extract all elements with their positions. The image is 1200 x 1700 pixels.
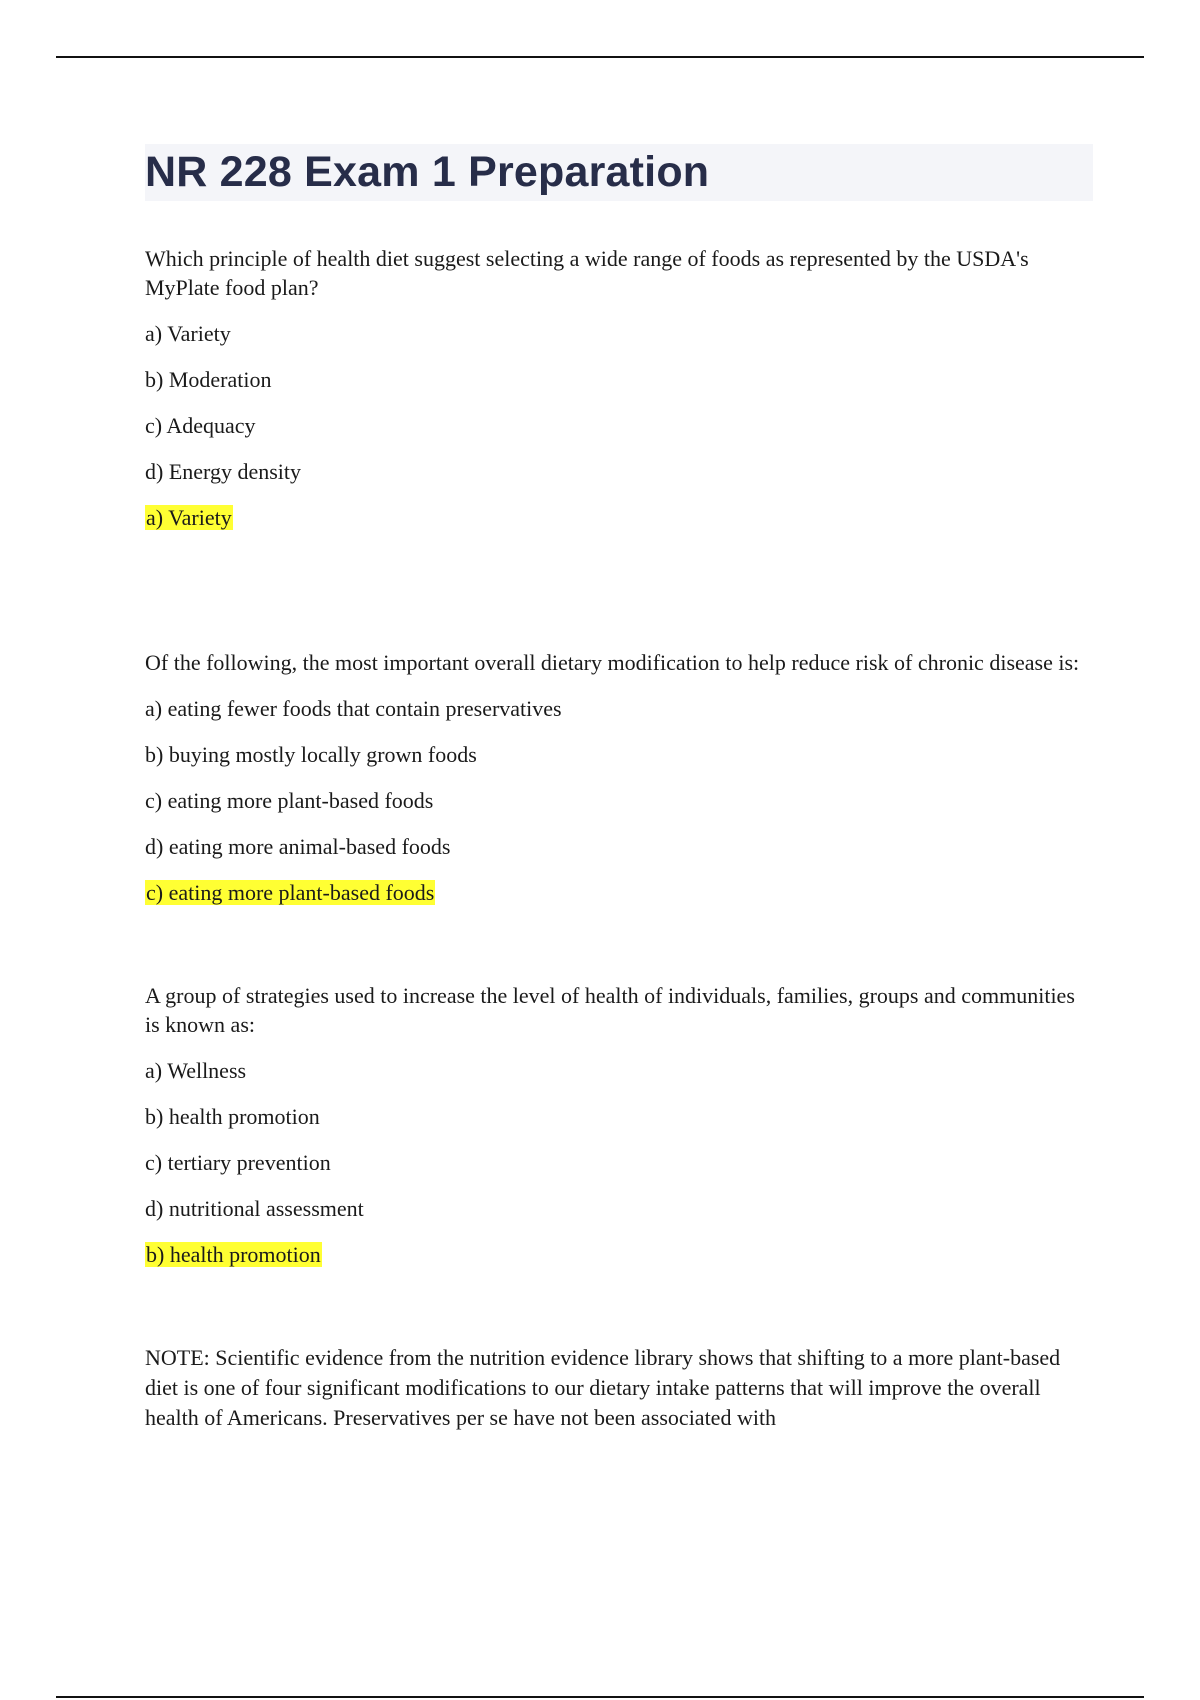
question-stem: Which principle of health diet suggest selecting a wide range of foods as represented by the USDA's MyPlate food plan? <box>145 246 1029 300</box>
option-a: a) eating fewer foods that contain preservatives <box>145 696 562 721</box>
option-b: b) health promotion <box>145 1104 320 1129</box>
page-content <box>145 144 1095 1433</box>
question-3 <box>145 981 1095 1269</box>
option-a: a) Variety <box>145 321 231 346</box>
highlighted-answer: c) eating more plant-based foods <box>146 880 435 905</box>
highlighted-answer: b) health promotion <box>146 1242 321 1267</box>
answer-line <box>145 878 1095 907</box>
option-d: d) Energy density <box>145 459 302 484</box>
option-d: d) eating more animal-based foods <box>145 834 451 859</box>
option-c: c) tertiary prevention <box>145 1150 331 1175</box>
question-stem: Of the following, the most important overall dietary modification to help reduce risk of chronic disease is: <box>145 650 1080 675</box>
answer-line <box>145 1240 1095 1269</box>
top-rule <box>56 56 1144 58</box>
title-banner <box>145 144 1093 201</box>
option-c: c) Adequacy <box>145 413 256 438</box>
option-b: b) buying mostly locally grown foods <box>145 742 477 767</box>
question-1 <box>145 244 1095 532</box>
note-block <box>145 1343 1095 1433</box>
question-stem: A group of strategies used to increase the level of health of individuals, families, groups and communities is known as: <box>145 983 1075 1037</box>
highlighted-answer: a) Variety <box>146 505 232 530</box>
note-text: NOTE: Scientific evidence from the nutrition evidence library shows that shifting to a more plant-based diet is one of four significant modifications to our dietary intake patterns that will improve the overall health of Americans. Preservatives per se have not been associated with <box>145 1345 1061 1430</box>
option-b: b) Moderation <box>145 367 272 392</box>
option-d: d) nutritional assessment <box>145 1196 364 1221</box>
answer-line <box>145 503 1095 532</box>
bottom-rule <box>56 1696 1144 1698</box>
option-a: a) Wellness <box>145 1058 247 1083</box>
page-title: NR 228 Exam 1 Preparation <box>145 148 710 196</box>
option-c: c) eating more plant-based foods <box>145 788 434 813</box>
question-2 <box>145 648 1095 907</box>
